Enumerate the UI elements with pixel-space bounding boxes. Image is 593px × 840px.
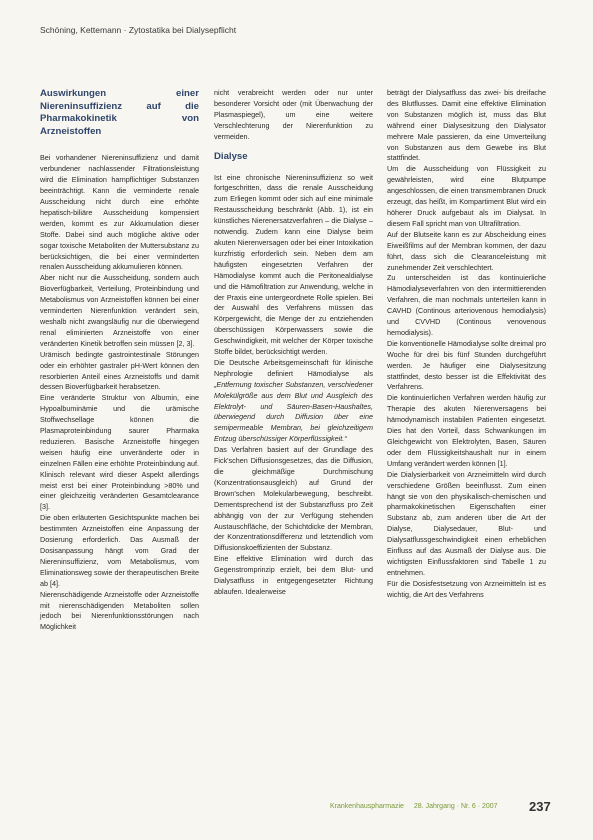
paragraph: Eine veränderte Struktur von Albumin, eine Hypoalbuminämie und die urämische Stoffwechsellage können die Plasmaproteinbindung saurer Pharmaka reduzieren. Basische Arzneistoffe hingegen weisen häufig eine unveränderte oder in einzelnen Fällen eine erhöhte Proteinbindung auf. Klinisch relevant wird dieser Aspekt allerdings meist erst bei einer Proteinbindung >80% und einer gleichzeitig veränderten Gesamtclearance [3]. — [40, 393, 199, 512]
column-1 — [40, 88, 199, 633]
paragraph: beträgt der Dialysatfluss das zwei- bis dreifache des Blutflusses. Damit eine effektive Elimination von Substanzen möglich ist, muss das Blut während einer Dialysesitzung den Dialysator mehrere Male passieren, da eine Umverteilung von Substanzen aus dem Gewebe ins Blut stattfindet. — [387, 88, 546, 163]
paragraph: Um die Ausscheidung von Flüssigkeit zu gewährleisten, wird eine Blutpumpe angeschlossen, die einen transmembranen Druck erzeugt, das heißt, im Kompartiment Blut wird ein höherer Druck aufgebaut als im Dialysat. In diesem Fall spricht man von Ultrafiltration. — [387, 164, 546, 228]
paragraph: Bei vorhandener Niereninsuffizienz und damit verbundener nachlassender Filtrationsleistung wird die Elimination harnpflichtiger Substanzen beeinträchtigt. Kann die verminderte renale Ausscheidung nicht durch eine erhöhte hepatisch-biliäre Ausscheidung kompensiert werden, kommt es zur Akkumulation dieser Stoffe. Dabei sind auch mögliche aktive oder sogar toxische Metaboliten der Muttersubstanz zu berücksichtigen, die bei einer verminderten renalen Ausscheidung akkumulieren können. — [40, 153, 199, 272]
paragraph-with-quote — [214, 358, 373, 445]
paragraph: Die Dialysierbarkeit von Arzneimitteln wird durch verschiedene Größen beeinflusst. Zum einen hängt sie von den physikalisch-chemischen und pharmakokinetischen Eigenschaften einer Substanz ab, zum anderen über die Art der Dialyse, Dialysedauer, Blut- und Dialysatflussgeschwindigkeit einen erheblichen Einfluss auf das Ausmaß der Dialyse aus. Die wichtigsten Einflussfaktoren sind Tabelle 1 zu entnehmen. — [387, 469, 546, 577]
paragraph: Nierenschädigende Arzneistoffe oder Arzneistoffe mit nierenschädigenden Metaboliten sollen jedoch bei Nierenfunktionsstörungen nach Möglichkeit — [40, 589, 199, 632]
column-2 — [214, 88, 373, 598]
journal-issue: 28. Jahrgang · Nr. 6 · 2007 — [413, 803, 498, 810]
paragraph: nicht verabreicht werden oder nur unter besonderer Vorsicht oder (mit Überwachung der Plasmaspiegel), um eine weitere Verschlechterung der Nierenfunktion zu vermeiden. — [214, 88, 373, 141]
paragraph: Die kontinuierlichen Verfahren werden häufig zur Therapie des akuten Nierenversagens bei hämodynamisch instabilen Patienten eingesetzt. Dies hat den Vorteil, dass Schwankungen im Gleichgewicht von Elektrolyten, Basen, Säuren oder dem Flüssigkeitshaushalt nur in einem Umfang verändert werden können [1]. — [387, 393, 546, 468]
paragraph: Die konventionelle Hämodialyse sollte dreimal pro Woche für drei bis fünf Stunden durchgeführt werden. Je häufiger eine Dialysesitzung stattfindet, desto besser ist die Effektivität des Verfahrens. — [387, 338, 547, 392]
page-number: 237 — [529, 799, 551, 814]
paragraph-text: Die Deutsche Arbeitsgemeinschaft für klinische Nephrologie definiert Hämodialyse als — [214, 357, 373, 378]
paragraph: Urämisch bedingte gastrointestinale Störungen oder ein erhöhter gastraler pH-Wert können den resorbierten Anteil eines Arzneistoffs und damit dessen Bioverfügbarkeit herabsetzen. — [40, 349, 199, 392]
section-heading-dialyse: Dialyse — [214, 150, 248, 162]
journal-name: Krankenhauspharmazie — [330, 803, 404, 810]
running-head: Schöning, Kettemann · Zytostatika bei Dialysepflicht — [40, 25, 237, 35]
definition-quote: „Entfernung toxischer Substanzen, verschiedener Molekülgröße aus dem Blut und Ausgleich des Elektrolyt- und Säuren-Basen-Haushaltes, überwiegend durch Diffusion über eine semipermeable Membran, bei gleichzeitigem Entzug überschüssiger Körperflüssigkeit.“ — [214, 379, 373, 444]
paragraph: Die oben erläuterten Gesichtspunkte machen bei bestimmten Arzneistoffen eine Anpassung der Dosierung erforderlich. Das Ausmaß der Dosisanpassung hängt vom Grad der Niereninsuffizienz, vom Metabolismus, vom Eliminationsweg sowie der therapeutischen Breite ab [4]. — [40, 513, 199, 588]
paragraph: Zu unterscheiden ist das kontinuierliche Hämodialyseverfahren von den intermittierenden Verfahren, die man nochmals unterteilen kann in CAVHD (Continous arteriovenous hemodialysis) und CVVHD (Continous venovenous hemodialysis). — [387, 273, 546, 337]
section-heading-pharmacokinetics: Auswirkungen einer Niereninsuffizienz auf die Pharmakokinetik von Arzneistoffen — [40, 88, 199, 137]
footer — [330, 803, 498, 810]
paragraph: Aber nicht nur die Ausscheidung, sondern auch Bioverfügbarkeit, Verteilung, Proteinbindung und Metabolismus von Arzneistoffen können bei einer verminderten Nierenfunktion verändert sein, weshalb nicht zwangsläufig nur die überwiegend renal eliminierten Arzneistoffe von einer veränderten Kinetik betroffen sein müssen [2, 3]. — [40, 273, 199, 348]
column-3 — [387, 88, 546, 601]
paragraph: Auf der Blutseite kann es zur Abscheidung eines Eiweißfilms auf der Membran kommen, der dazu führt, dass sich die Clearanceleistung mit zunehmender Zeit verschlechtert. — [387, 229, 546, 272]
paragraph: Das Verfahren basiert auf der Grundlage des Fick'schen Diffusionsgesetzes, das die Diffusion, die gleichmäßige Durchmischung (Konzentrationsausgleich) auf Grund der Brown'schen Molekularbewegung, beschreibt. Dementsprechend ist der Substanzfluss pro Zeit abhängig von der zur Verfügung stehenden Austauschfläche, der Schichtdicke der Membran, der Konzentrationsdifferenz und letztendlich vom Diffusionskoeffizienten der Substanz. — [214, 445, 373, 553]
paragraph: Eine effektive Elimination wird durch das Gegenstromprinzip erzielt, bei dem Blut- und Dialysatfluss in entgegengesetzter Richtung ablaufen. Idealerweise — [214, 554, 373, 596]
paragraph: Für die Dosisfestsetzung von Arzneimitteln ist es wichtig, die Art des Verfahrens — [387, 578, 546, 599]
paragraph: Ist eine chronische Niereninsuffizienz so weit fortgeschritten, dass die renale Ausscheidung zum Erliegen kommt oder sich auf eine minimale Restausscheidung beschränkt (Abb. 1), ist ein künstliches Nierenersatzverfahren – die Dialyse – notwendig. Zudem kann eine Dialyse beim akuten Nierenversagen oder bei einer Intoxikation kurzfristig erforderlich sein. Neben dem am häufigsten eingesetzten Verfahren der Hämodialyse kommt auch die Peritonealdialyse und die Hämofiltration zur Anwendung, welche in der Praxis eine untergeordnete Rolle spielen. Bei der Auswahl des Verfahrens müssen das Körpergewicht, die Menge der zu entziehenden überschüssigen Körperwassers sowie die Geschwindigkeit, mit welcher der Körper toxische Stoffe bildet, berücksichtigt werden. — [214, 172, 373, 357]
